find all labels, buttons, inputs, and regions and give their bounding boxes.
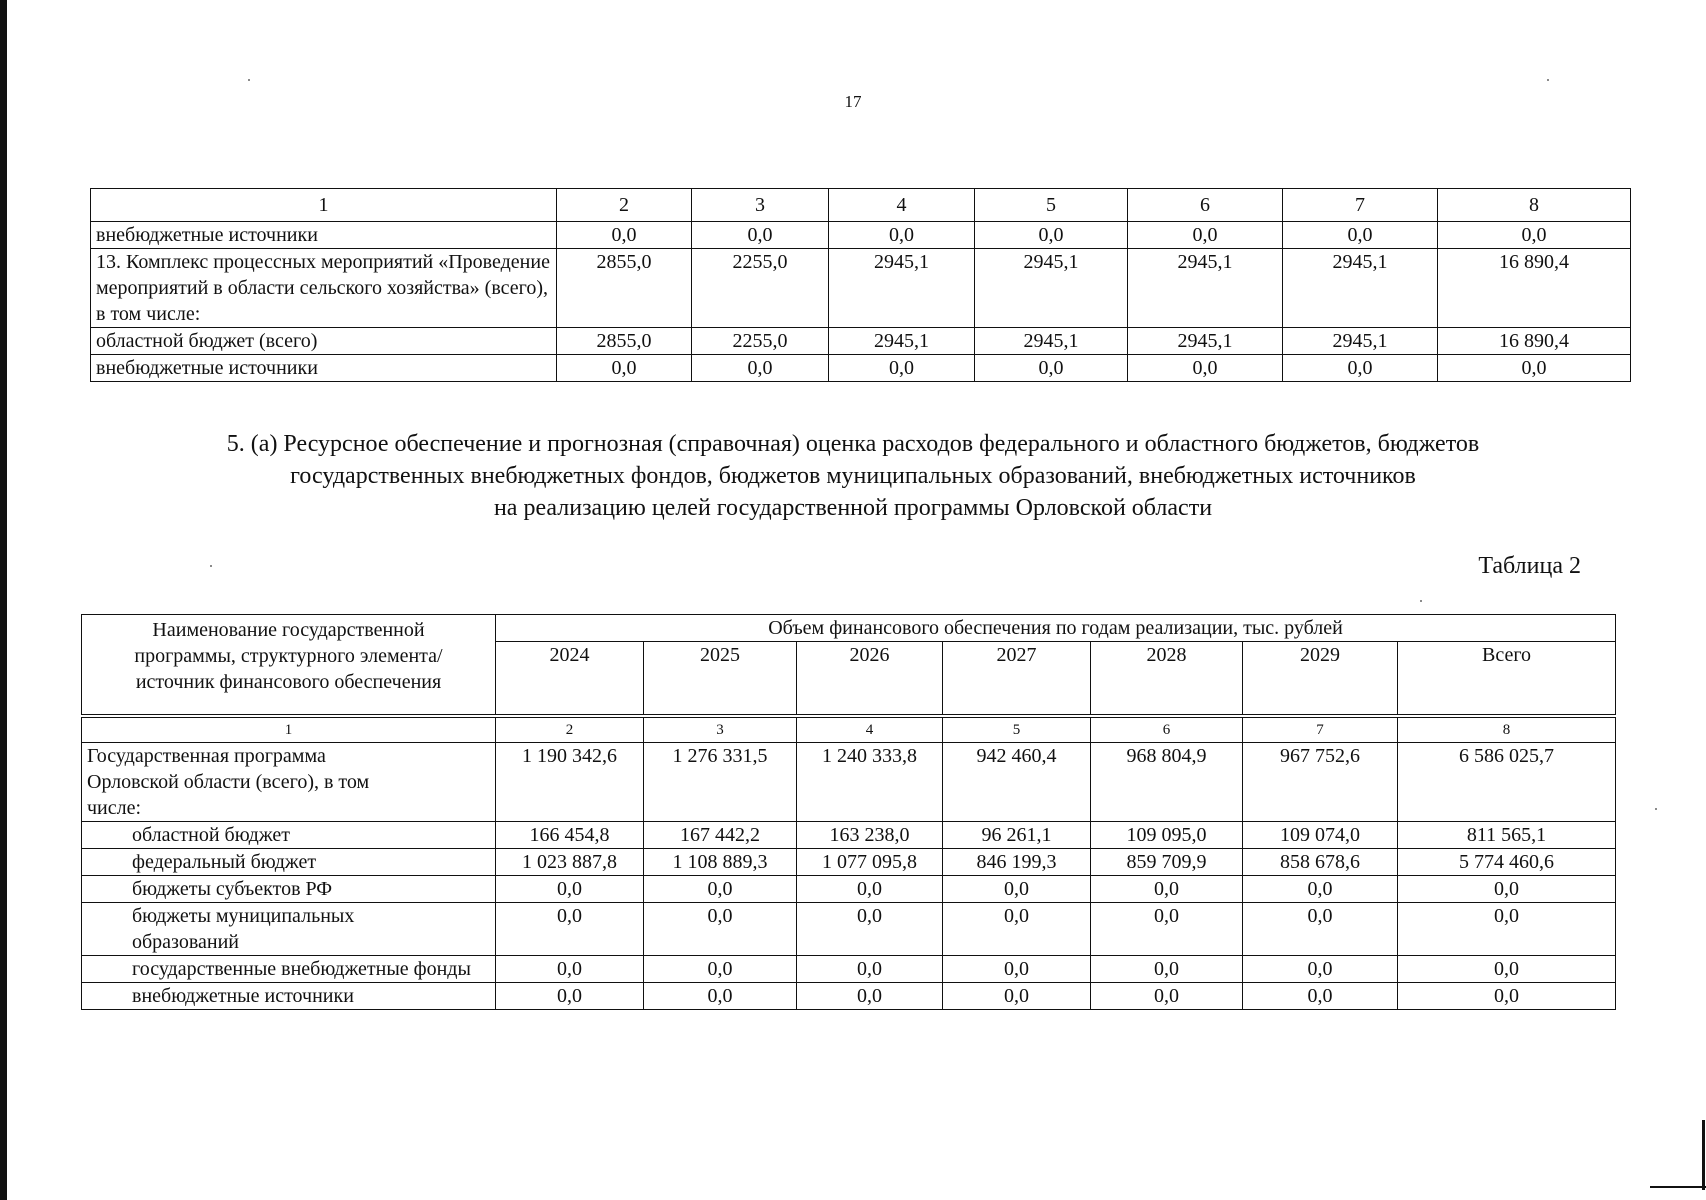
scan-corner-mark (1650, 1186, 1706, 1188)
table-cell: 0,0 (975, 355, 1128, 382)
column-number: 2 (557, 189, 692, 222)
table-cell: 0,0 (1091, 903, 1243, 956)
table-cell: 0,0 (1091, 983, 1243, 1010)
table-cell: 0,0 (829, 222, 975, 249)
section-heading (60, 428, 1646, 524)
year-header: 2025 (644, 642, 797, 715)
table-cell: 0,0 (1438, 222, 1631, 249)
table-cell: 0,0 (1398, 903, 1616, 956)
table-cell: 0,0 (496, 983, 644, 1010)
row-label: Государственная программа Орловской области (всего), в том числе: (82, 743, 496, 822)
column-number: 2 (496, 718, 644, 743)
table-cell: 2945,1 (829, 249, 975, 328)
table-cell: 0,0 (644, 876, 797, 903)
row-label: внебюджетные источники (82, 983, 496, 1010)
table-cell: 0,0 (943, 903, 1091, 956)
table-cell: 2255,0 (692, 249, 829, 328)
table-row (91, 222, 1631, 249)
table-cell: 0,0 (1243, 903, 1398, 956)
row-label: бюджеты субъектов РФ (82, 876, 496, 903)
funding-group-header: Объем финансового обеспечения по годам реализации, тыс. рублей (496, 615, 1616, 642)
table-cell: 0,0 (644, 903, 797, 956)
table-row (82, 956, 1616, 983)
table-cell: 0,0 (797, 903, 943, 956)
table-cell: 0,0 (692, 222, 829, 249)
table-cell: 2945,1 (1283, 328, 1438, 355)
table-cell: 2945,1 (829, 328, 975, 355)
year-header: 2029 (1243, 642, 1398, 715)
table-cell: 1 077 095,8 (797, 849, 943, 876)
table-cell: 1 023 887,8 (496, 849, 644, 876)
table-cell: 0,0 (692, 355, 829, 382)
table-cell: 0,0 (557, 355, 692, 382)
table-cell: 109 074,0 (1243, 822, 1398, 849)
column-number-row (91, 189, 1631, 222)
page-number: 17 (844, 92, 862, 111)
table-cell: 2945,1 (1128, 328, 1283, 355)
table-cell: 2945,1 (1128, 249, 1283, 328)
table-cell: 0,0 (496, 876, 644, 903)
table-cell: 0,0 (496, 903, 644, 956)
table-cell: 2855,0 (557, 249, 692, 328)
table-cell: 6 586 025,7 (1398, 743, 1616, 822)
table-row (91, 328, 1631, 355)
table-cell: 2945,1 (1283, 249, 1438, 328)
year-header: 2028 (1091, 642, 1243, 715)
row-label: 13. Комплекс процессных мероприятий «Проведение мероприятий в области сельского хозяйства» (всего), в том числе: (91, 249, 557, 328)
table-cell: 858 678,6 (1243, 849, 1398, 876)
table-cell: 0,0 (644, 956, 797, 983)
scan-speck (1547, 79, 1549, 81)
table-cell: 0,0 (1243, 983, 1398, 1010)
row-label: государственные внебюджетные фонды (82, 956, 496, 983)
year-header: 2027 (943, 642, 1091, 715)
heading-line: на реализацию целей государственной программы Орловской области (493, 495, 1213, 521)
column-number-row (82, 718, 1616, 743)
table-cell: 16 890,4 (1438, 249, 1631, 328)
row-label: федеральный бюджет (82, 849, 496, 876)
table-cell: 811 565,1 (1398, 822, 1616, 849)
year-header: 2024 (496, 642, 644, 715)
scan-speck (1655, 808, 1657, 810)
table-row (82, 743, 1616, 822)
column-number: 4 (829, 189, 975, 222)
table-cell: 846 199,3 (943, 849, 1091, 876)
scan-speck (1420, 600, 1422, 602)
table-cell: 167 442,2 (644, 822, 797, 849)
table-cell: 0,0 (1128, 222, 1283, 249)
table-cell: 96 261,1 (943, 822, 1091, 849)
column-number: 8 (1438, 189, 1631, 222)
table-cell: 942 460,4 (943, 743, 1091, 822)
row-label: областной бюджет (всего) (91, 328, 557, 355)
resource-provision-table (81, 614, 1616, 1010)
table-cell: 0,0 (1128, 355, 1283, 382)
row-label: областной бюджет (82, 822, 496, 849)
column-number: 1 (91, 189, 557, 222)
table-cell: 2945,1 (975, 328, 1128, 355)
table-cell: 16 890,4 (1438, 328, 1631, 355)
scan-corner-mark-vertical (1702, 1120, 1705, 1190)
table-cell: 0,0 (943, 956, 1091, 983)
table-cell: 0,0 (975, 222, 1128, 249)
table-row (82, 822, 1616, 849)
column-number: 3 (692, 189, 829, 222)
name-column-header: Наименование государственной программы, структурного элемента/источник финансового обеспечения (82, 615, 496, 715)
table-cell: 859 709,9 (1091, 849, 1243, 876)
column-number: 5 (943, 718, 1091, 743)
table-row (82, 849, 1616, 876)
table-cell: 109 095,0 (1091, 822, 1243, 849)
table-cell: 0,0 (1398, 983, 1616, 1010)
table-cell: 0,0 (1398, 876, 1616, 903)
table-cell: 0,0 (1438, 355, 1631, 382)
scan-speck (248, 79, 250, 81)
table-cell: 0,0 (1243, 956, 1398, 983)
column-number: 8 (1398, 718, 1616, 743)
table-cell: 0,0 (496, 956, 644, 983)
table-cell: 2255,0 (692, 328, 829, 355)
table-cell: 5 774 460,6 (1398, 849, 1616, 876)
table-cell: 0,0 (1091, 876, 1243, 903)
table-cell: 0,0 (1283, 222, 1438, 249)
column-number: 7 (1243, 718, 1398, 743)
table-cell: 0,0 (1283, 355, 1438, 382)
table-cell: 0,0 (797, 956, 943, 983)
table-cell: 2855,0 (557, 328, 692, 355)
table-cell: 0,0 (943, 876, 1091, 903)
table-row (91, 249, 1631, 328)
table-cell: 163 238,0 (797, 822, 943, 849)
table-cell: 2945,1 (975, 249, 1128, 328)
header-row (82, 615, 1616, 642)
column-number: 3 (644, 718, 797, 743)
column-number: 4 (797, 718, 943, 743)
table-row (91, 355, 1631, 382)
table-cell: 0,0 (1243, 876, 1398, 903)
table-row (82, 876, 1616, 903)
table-label: Таблица 2 (1478, 553, 1581, 579)
column-number: 6 (1128, 189, 1283, 222)
table-cell: 968 804,9 (1091, 743, 1243, 822)
scan-speck (210, 565, 212, 567)
table-cell: 0,0 (557, 222, 692, 249)
table-cell: 967 752,6 (1243, 743, 1398, 822)
table-row (82, 903, 1616, 956)
table-cell: 0,0 (1398, 956, 1616, 983)
table-cell: 0,0 (644, 983, 797, 1010)
table-cell: 0,0 (829, 355, 975, 382)
row-label: внебюджетные источники (91, 355, 557, 382)
heading-line: государственных внебюджетных фондов, бюджетов муниципальных образований, внебюджетных источников (290, 463, 1416, 489)
column-number: 7 (1283, 189, 1438, 222)
table-cell: 1 190 342,6 (496, 743, 644, 822)
table-cell: 0,0 (943, 983, 1091, 1010)
table-cell: 0,0 (797, 876, 943, 903)
total-header: Всего (1398, 642, 1616, 715)
table-cell: 166 454,8 (496, 822, 644, 849)
column-number: 1 (82, 718, 496, 743)
heading-line: 5. (а) Ресурсное обеспечение и прогнозная (справочная) оценка расходов федерального и областного бюджетов, бюджетов (226, 431, 1480, 457)
column-number: 5 (975, 189, 1128, 222)
scan-left-edge (0, 0, 7, 1200)
year-header: 2026 (797, 642, 943, 715)
row-label: внебюджетные источники (91, 222, 557, 249)
table-cell: 1 240 333,8 (797, 743, 943, 822)
row-label: бюджеты муниципальных образований (82, 903, 496, 956)
table-row (82, 983, 1616, 1010)
continued-finance-table (90, 188, 1631, 382)
table-cell: 0,0 (797, 983, 943, 1010)
column-number: 6 (1091, 718, 1243, 743)
table-cell: 1 276 331,5 (644, 743, 797, 822)
table-cell: 0,0 (1091, 956, 1243, 983)
table-cell: 1 108 889,3 (644, 849, 797, 876)
